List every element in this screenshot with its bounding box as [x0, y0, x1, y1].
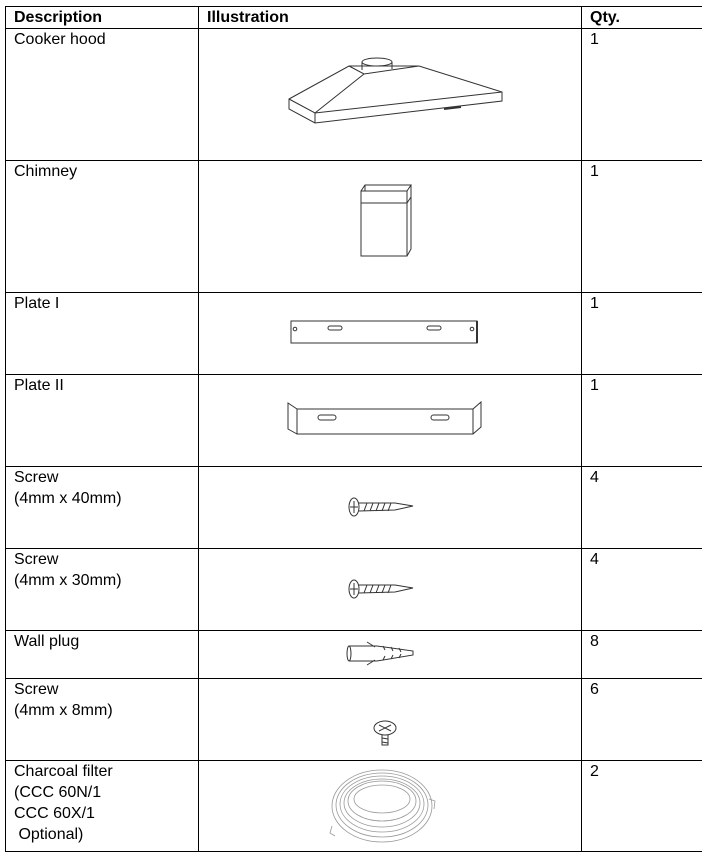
screw-40mm-icon [199, 467, 573, 547]
qty-cell: 6 [582, 679, 702, 761]
description-line: Screw [14, 469, 59, 486]
description-cell [6, 293, 199, 375]
qty-cell: 1 [582, 29, 702, 161]
screw-30mm-icon [199, 549, 573, 629]
table-row [6, 631, 702, 679]
table-row [6, 467, 702, 549]
qty-cell: 4 [582, 467, 702, 549]
description-line: (4mm x 30mm) [14, 572, 122, 589]
header-description: Description [6, 7, 199, 29]
illustration-cell [199, 467, 582, 549]
description-line: (CCC 60N/1 [14, 784, 102, 801]
description-line: Wall plug [14, 633, 80, 650]
table-row [6, 679, 702, 761]
description-line: Optional) [14, 826, 84, 843]
plate-i-icon [199, 293, 573, 373]
screw-8mm-icon [199, 679, 573, 759]
illustration-cell [199, 293, 582, 375]
qty-cell: 1 [582, 293, 702, 375]
illustration-cell [199, 679, 582, 761]
illustration-cell [199, 549, 582, 631]
parts-list-table [5, 6, 702, 852]
description-cell [6, 161, 199, 293]
table-row [6, 549, 702, 631]
qty-cell: 1 [582, 161, 702, 293]
illustration-cell [199, 375, 582, 467]
description-cell [6, 29, 199, 161]
description-line: (4mm x 8mm) [14, 702, 113, 719]
illustration-cell [199, 29, 582, 161]
description-cell [6, 761, 199, 852]
description-cell [6, 631, 199, 679]
table-row [6, 161, 702, 293]
header-illustration: Illustration [199, 7, 582, 29]
table-row [6, 293, 702, 375]
description-line: Cooker hood [14, 31, 106, 48]
table-row [6, 29, 702, 161]
illustration-cell [199, 631, 582, 679]
qty-cell: 1 [582, 375, 702, 467]
qty-cell: 8 [582, 631, 702, 679]
table-row [6, 375, 702, 467]
description-cell [6, 679, 199, 761]
description-line: Plate I [14, 295, 60, 312]
description-line: Plate II [14, 377, 64, 394]
description-line: CCC 60X/1 [14, 805, 95, 822]
description-line: Screw [14, 681, 59, 698]
illustration-cell [199, 761, 582, 852]
description-line: (4mm x 40mm) [14, 490, 122, 507]
description-cell [6, 549, 199, 631]
header-qty: Qty. [582, 7, 702, 29]
wall-plug-icon [199, 631, 573, 677]
charcoal-filter-icon [199, 761, 573, 850]
description-line: Charcoal filter [14, 763, 113, 780]
illustration-cell [199, 161, 582, 293]
description-line: Chimney [14, 163, 78, 180]
qty-cell: 4 [582, 549, 702, 631]
description-line: Screw [14, 551, 59, 568]
chimney-icon [199, 161, 573, 291]
table-header-row [6, 7, 702, 29]
description-cell [6, 467, 199, 549]
description-cell [6, 375, 199, 467]
cooker-hood-icon [199, 29, 573, 159]
qty-cell: 2 [582, 761, 702, 852]
table-row [6, 761, 702, 852]
plate-ii-icon [199, 375, 573, 465]
